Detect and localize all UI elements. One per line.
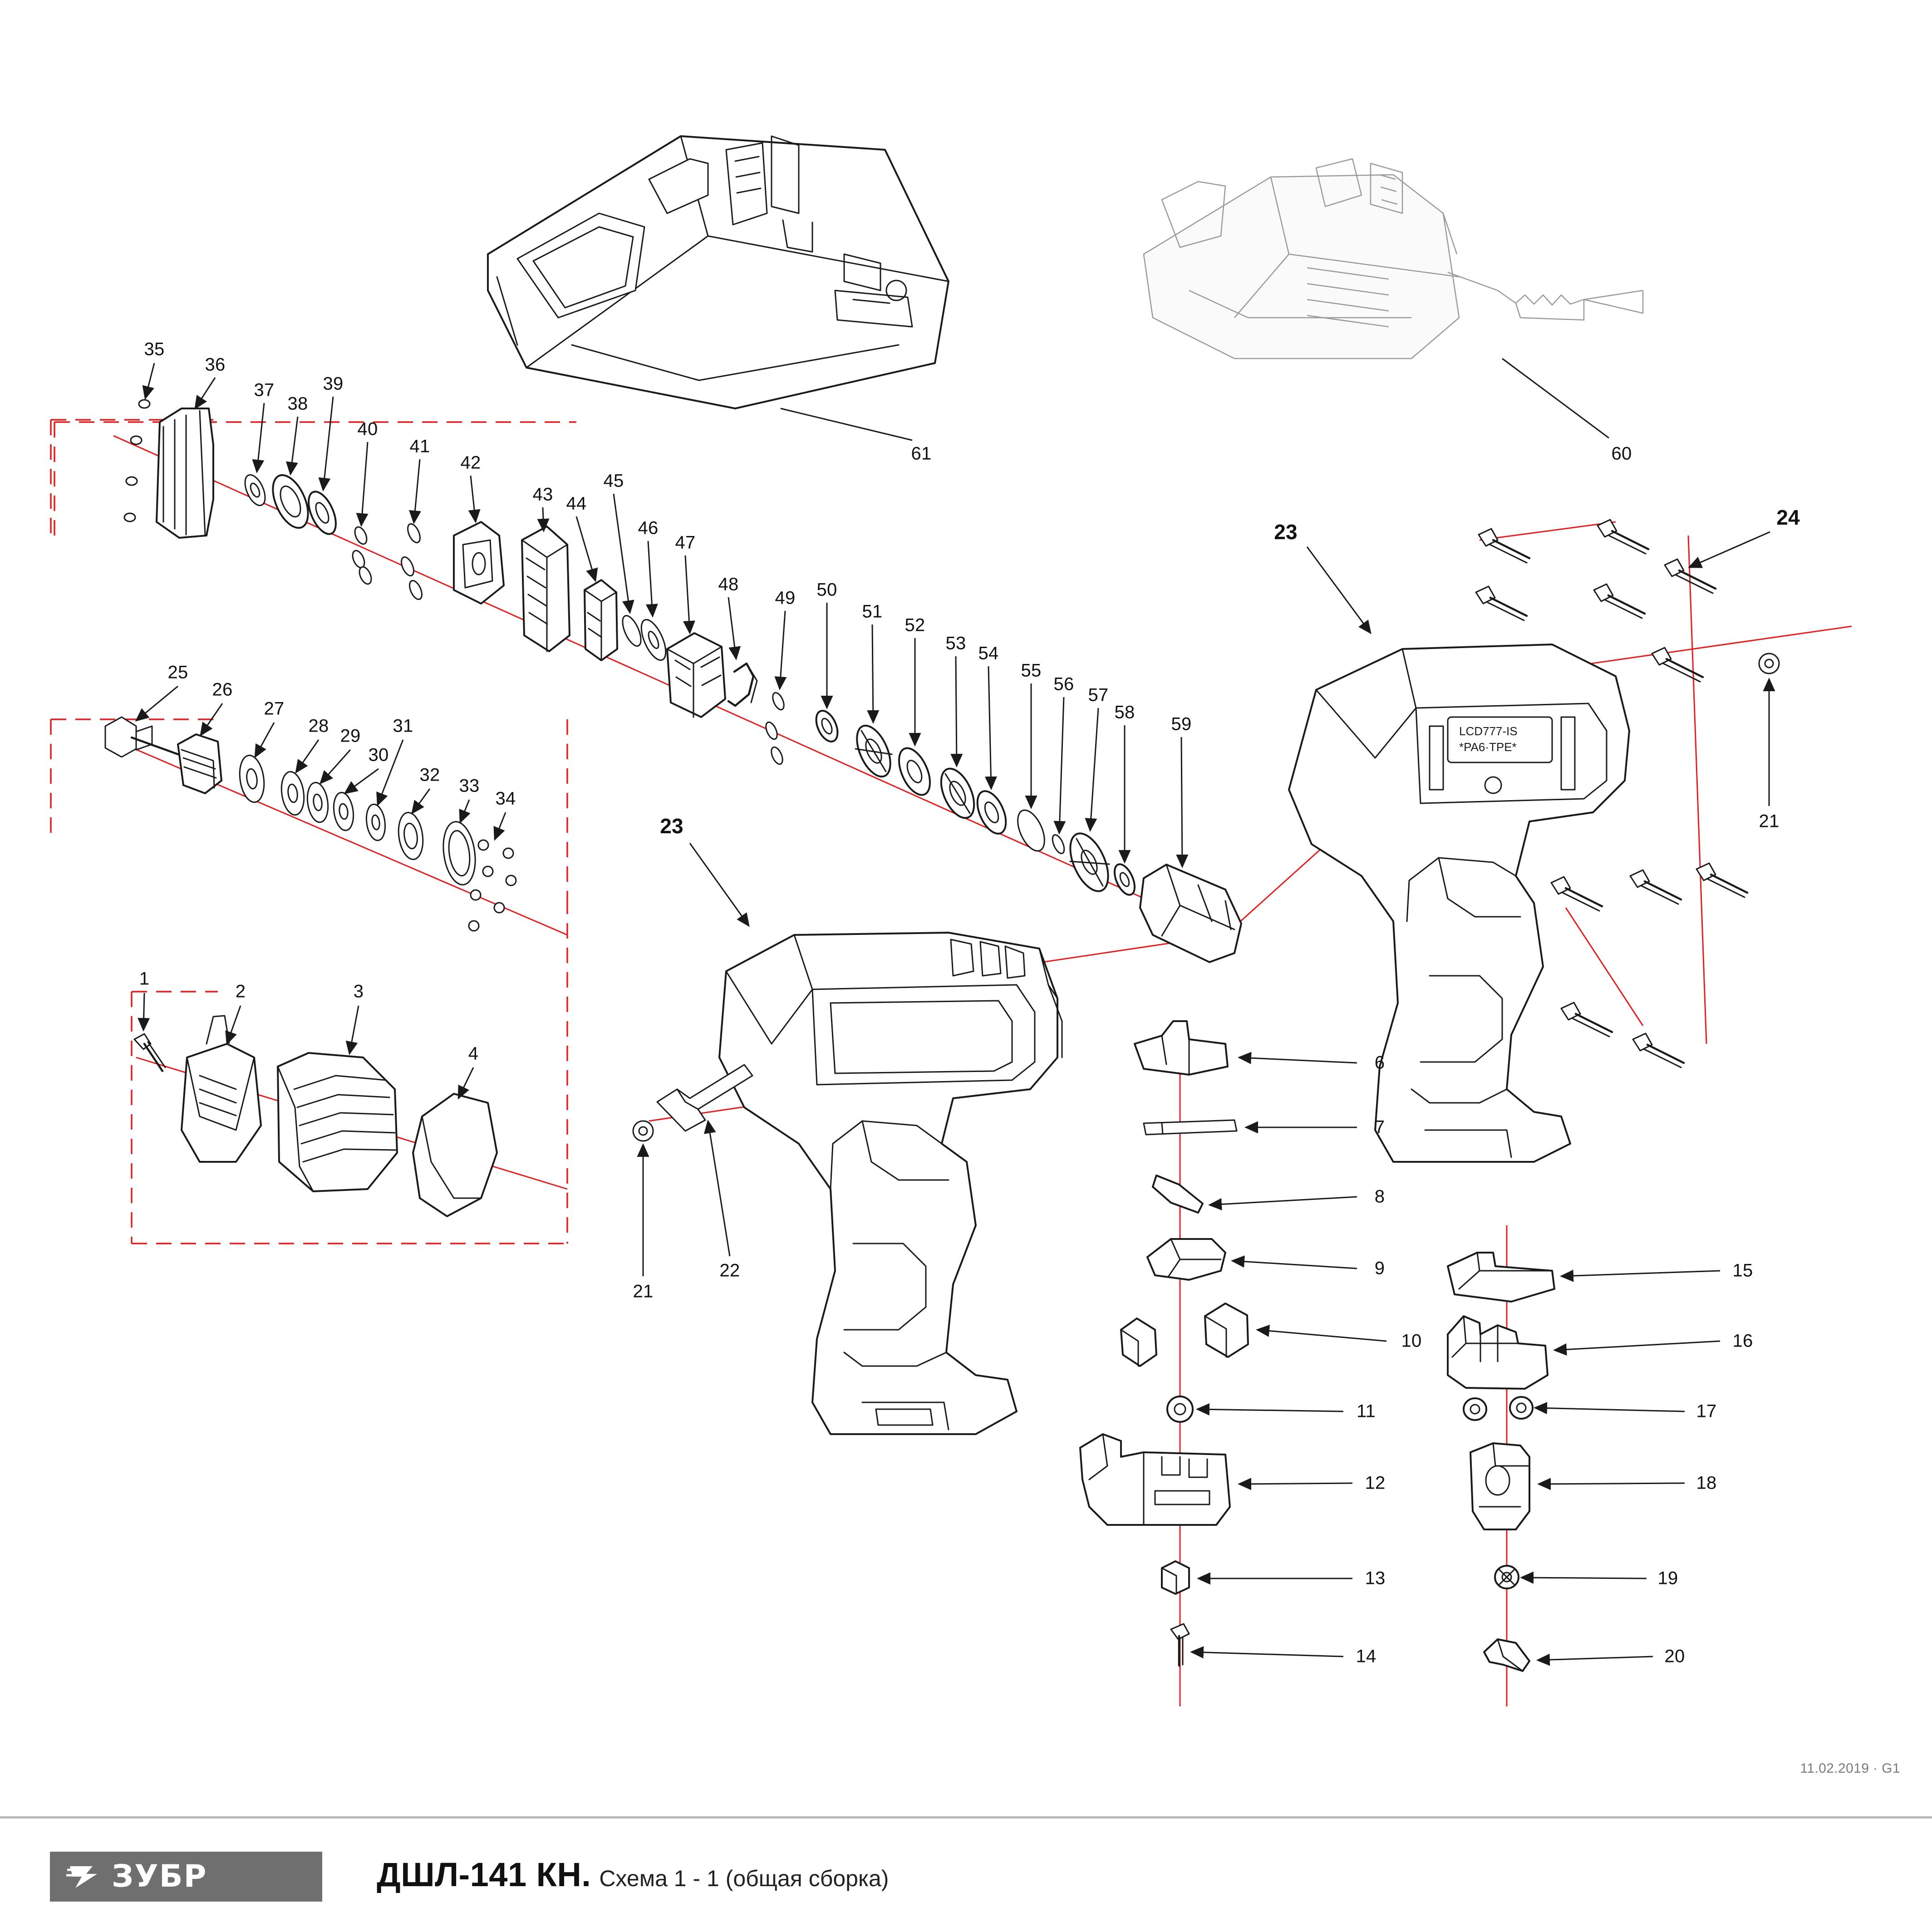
callout-33: 33 xyxy=(459,776,480,796)
housing-label-line2: *PA6·TPE* xyxy=(1459,740,1517,754)
part-9-clip xyxy=(1147,1239,1225,1280)
callout-7: 7 xyxy=(1374,1117,1385,1137)
callout-49: 49 xyxy=(775,588,796,608)
part-2-chuck-body xyxy=(182,1016,261,1162)
callout-60: 60 xyxy=(1611,443,1632,464)
model-title: ДШЛ-141 КН. xyxy=(377,1856,591,1893)
callout-36: 36 xyxy=(205,354,226,375)
part-48-spring-clip xyxy=(728,664,757,706)
callout-27: 27 xyxy=(264,698,285,719)
callout-53: 53 xyxy=(945,633,966,654)
part-45-washer xyxy=(619,613,645,649)
date-stamp: 11.02.2019 · G1 xyxy=(1800,1761,1900,1776)
callout-8: 8 xyxy=(1374,1186,1385,1207)
callout-21a: 21 xyxy=(633,1281,654,1302)
callout-37: 37 xyxy=(254,380,275,400)
part-8-lever xyxy=(1153,1175,1203,1213)
callout-44: 44 xyxy=(566,493,587,514)
callout-56: 56 xyxy=(1053,674,1074,694)
callout-41: 41 xyxy=(409,436,430,457)
part-7-rod xyxy=(1144,1120,1237,1135)
callout-20: 20 xyxy=(1664,1646,1685,1667)
part-31-washer xyxy=(364,803,388,842)
callout-61: 61 xyxy=(911,443,932,464)
part-15-bracket xyxy=(1448,1253,1554,1302)
footer-title-group xyxy=(377,1855,889,1894)
part-50-bushing xyxy=(812,708,842,745)
callout-23a: 23 xyxy=(660,814,683,838)
callout-26: 26 xyxy=(212,679,233,700)
callout-16: 16 xyxy=(1732,1331,1753,1351)
part-17-nuts xyxy=(1464,1397,1533,1420)
part-33-ring xyxy=(440,820,479,887)
part-4-chuck-ring xyxy=(413,1094,497,1216)
callout-4: 4 xyxy=(468,1043,479,1064)
part-60-charger xyxy=(1144,159,1643,359)
callout-30: 30 xyxy=(368,745,389,765)
part-27-washer xyxy=(237,754,267,804)
part-23-housing-left xyxy=(719,933,1062,1434)
callout-57: 57 xyxy=(1088,685,1109,705)
callout-9: 9 xyxy=(1374,1258,1385,1278)
callout-1: 1 xyxy=(139,968,150,989)
part-53-gear xyxy=(934,764,981,823)
scheme-subtitle: Схема 1 - 1 (общая сборка) xyxy=(599,1866,889,1891)
callout-58: 58 xyxy=(1114,702,1135,723)
axis-line-screws-2 xyxy=(1688,536,1706,1044)
callout-51: 51 xyxy=(862,601,883,622)
part-19-nut xyxy=(1495,1566,1519,1588)
part-40-pins xyxy=(350,525,374,585)
part-54-gear xyxy=(972,787,1012,838)
callout-34: 34 xyxy=(495,788,516,809)
part-26-gear xyxy=(178,734,221,793)
sheet-footer xyxy=(0,1816,1932,1932)
callout-28: 28 xyxy=(308,716,329,736)
callout-2: 2 xyxy=(235,981,246,1002)
part-42-carrier xyxy=(454,522,504,604)
callout-39: 39 xyxy=(323,374,344,394)
callout-25: 25 xyxy=(167,662,188,683)
callout-24: 24 xyxy=(1776,506,1800,529)
callout-52: 52 xyxy=(905,615,925,635)
callout-50: 50 xyxy=(816,580,837,600)
part-20-contact xyxy=(1484,1639,1529,1671)
callout-55: 55 xyxy=(1021,660,1042,681)
part-14-screw xyxy=(1171,1624,1189,1666)
brand-name: ЗУБР xyxy=(112,1858,207,1894)
callout-22: 22 xyxy=(719,1260,740,1281)
footer-divider xyxy=(0,1816,1932,1819)
part-13-pin xyxy=(1162,1561,1189,1594)
part-21-ring-right xyxy=(1759,654,1779,673)
part-41-pins xyxy=(399,522,424,601)
part-52-washer xyxy=(893,743,936,799)
callout-15: 15 xyxy=(1732,1260,1753,1281)
callout-40: 40 xyxy=(357,419,378,439)
part-43-gear-large xyxy=(522,526,570,651)
lightning-bolt-icon xyxy=(66,1862,102,1892)
callout-19: 19 xyxy=(1657,1568,1678,1588)
part-23-housing-right xyxy=(1289,644,1629,1162)
part-57-plate xyxy=(1062,828,1116,897)
callout-3: 3 xyxy=(353,981,364,1002)
part-6-switch-slider xyxy=(1135,1021,1228,1075)
callout-17: 17 xyxy=(1696,1401,1717,1421)
part-51-gear xyxy=(850,721,897,782)
housing-label-line1: LCD777-IS xyxy=(1459,724,1518,738)
part-29-washer xyxy=(305,781,330,823)
callout-43: 43 xyxy=(532,484,553,505)
callout-10: 10 xyxy=(1401,1331,1422,1351)
part-30-washer xyxy=(331,791,355,831)
callout-12: 12 xyxy=(1365,1473,1386,1493)
part-58-bushing xyxy=(1111,861,1139,898)
part-44-gear xyxy=(585,580,617,660)
part-21-ring-left xyxy=(633,1121,653,1141)
callout-31: 31 xyxy=(393,716,413,736)
part-11-grommet xyxy=(1167,1396,1193,1422)
part-37-washer xyxy=(241,472,269,508)
brand-logo xyxy=(50,1852,322,1902)
callout-29: 29 xyxy=(340,726,361,746)
callout-23b: 23 xyxy=(1274,520,1298,544)
part-61-battery-pack xyxy=(488,136,949,408)
part-47-gear-housing xyxy=(667,633,725,717)
callout-46: 46 xyxy=(638,518,659,538)
callout-35: 35 xyxy=(144,339,165,359)
part-55-washer xyxy=(1013,806,1050,855)
part-18-holder xyxy=(1470,1443,1529,1529)
part-56-pin xyxy=(1050,833,1067,855)
callout-11: 11 xyxy=(1357,1401,1376,1421)
part-32-washer xyxy=(396,811,426,861)
part-3-chuck-sleeve xyxy=(278,1053,397,1191)
part-59-motor xyxy=(1140,865,1241,962)
callout-54: 54 xyxy=(978,643,999,664)
callout-32: 32 xyxy=(419,765,440,785)
part-49-pins xyxy=(764,691,787,766)
part-12-switch-module xyxy=(1080,1434,1230,1525)
part-10-bushings xyxy=(1121,1303,1248,1366)
callout-21b: 21 xyxy=(1759,811,1780,831)
callout-6: 6 xyxy=(1374,1052,1385,1073)
axis-line-screws-3 xyxy=(1480,522,1616,540)
callout-18: 18 xyxy=(1696,1473,1717,1493)
callout-13: 13 xyxy=(1365,1568,1386,1588)
callout-42: 42 xyxy=(460,452,481,473)
callout-59: 59 xyxy=(1171,714,1192,734)
part-34-balls xyxy=(469,840,516,931)
callout-48: 48 xyxy=(718,574,739,595)
part-36-housing xyxy=(157,408,213,538)
callout-45: 45 xyxy=(603,471,624,491)
part-22-bit xyxy=(657,1065,752,1131)
callout-38: 38 xyxy=(287,393,308,414)
part-28-washer xyxy=(279,770,307,816)
callout-47: 47 xyxy=(675,532,696,553)
part-16-terminal-block xyxy=(1448,1316,1548,1389)
callout-14: 14 xyxy=(1356,1646,1376,1667)
part-35-pins xyxy=(124,400,150,521)
